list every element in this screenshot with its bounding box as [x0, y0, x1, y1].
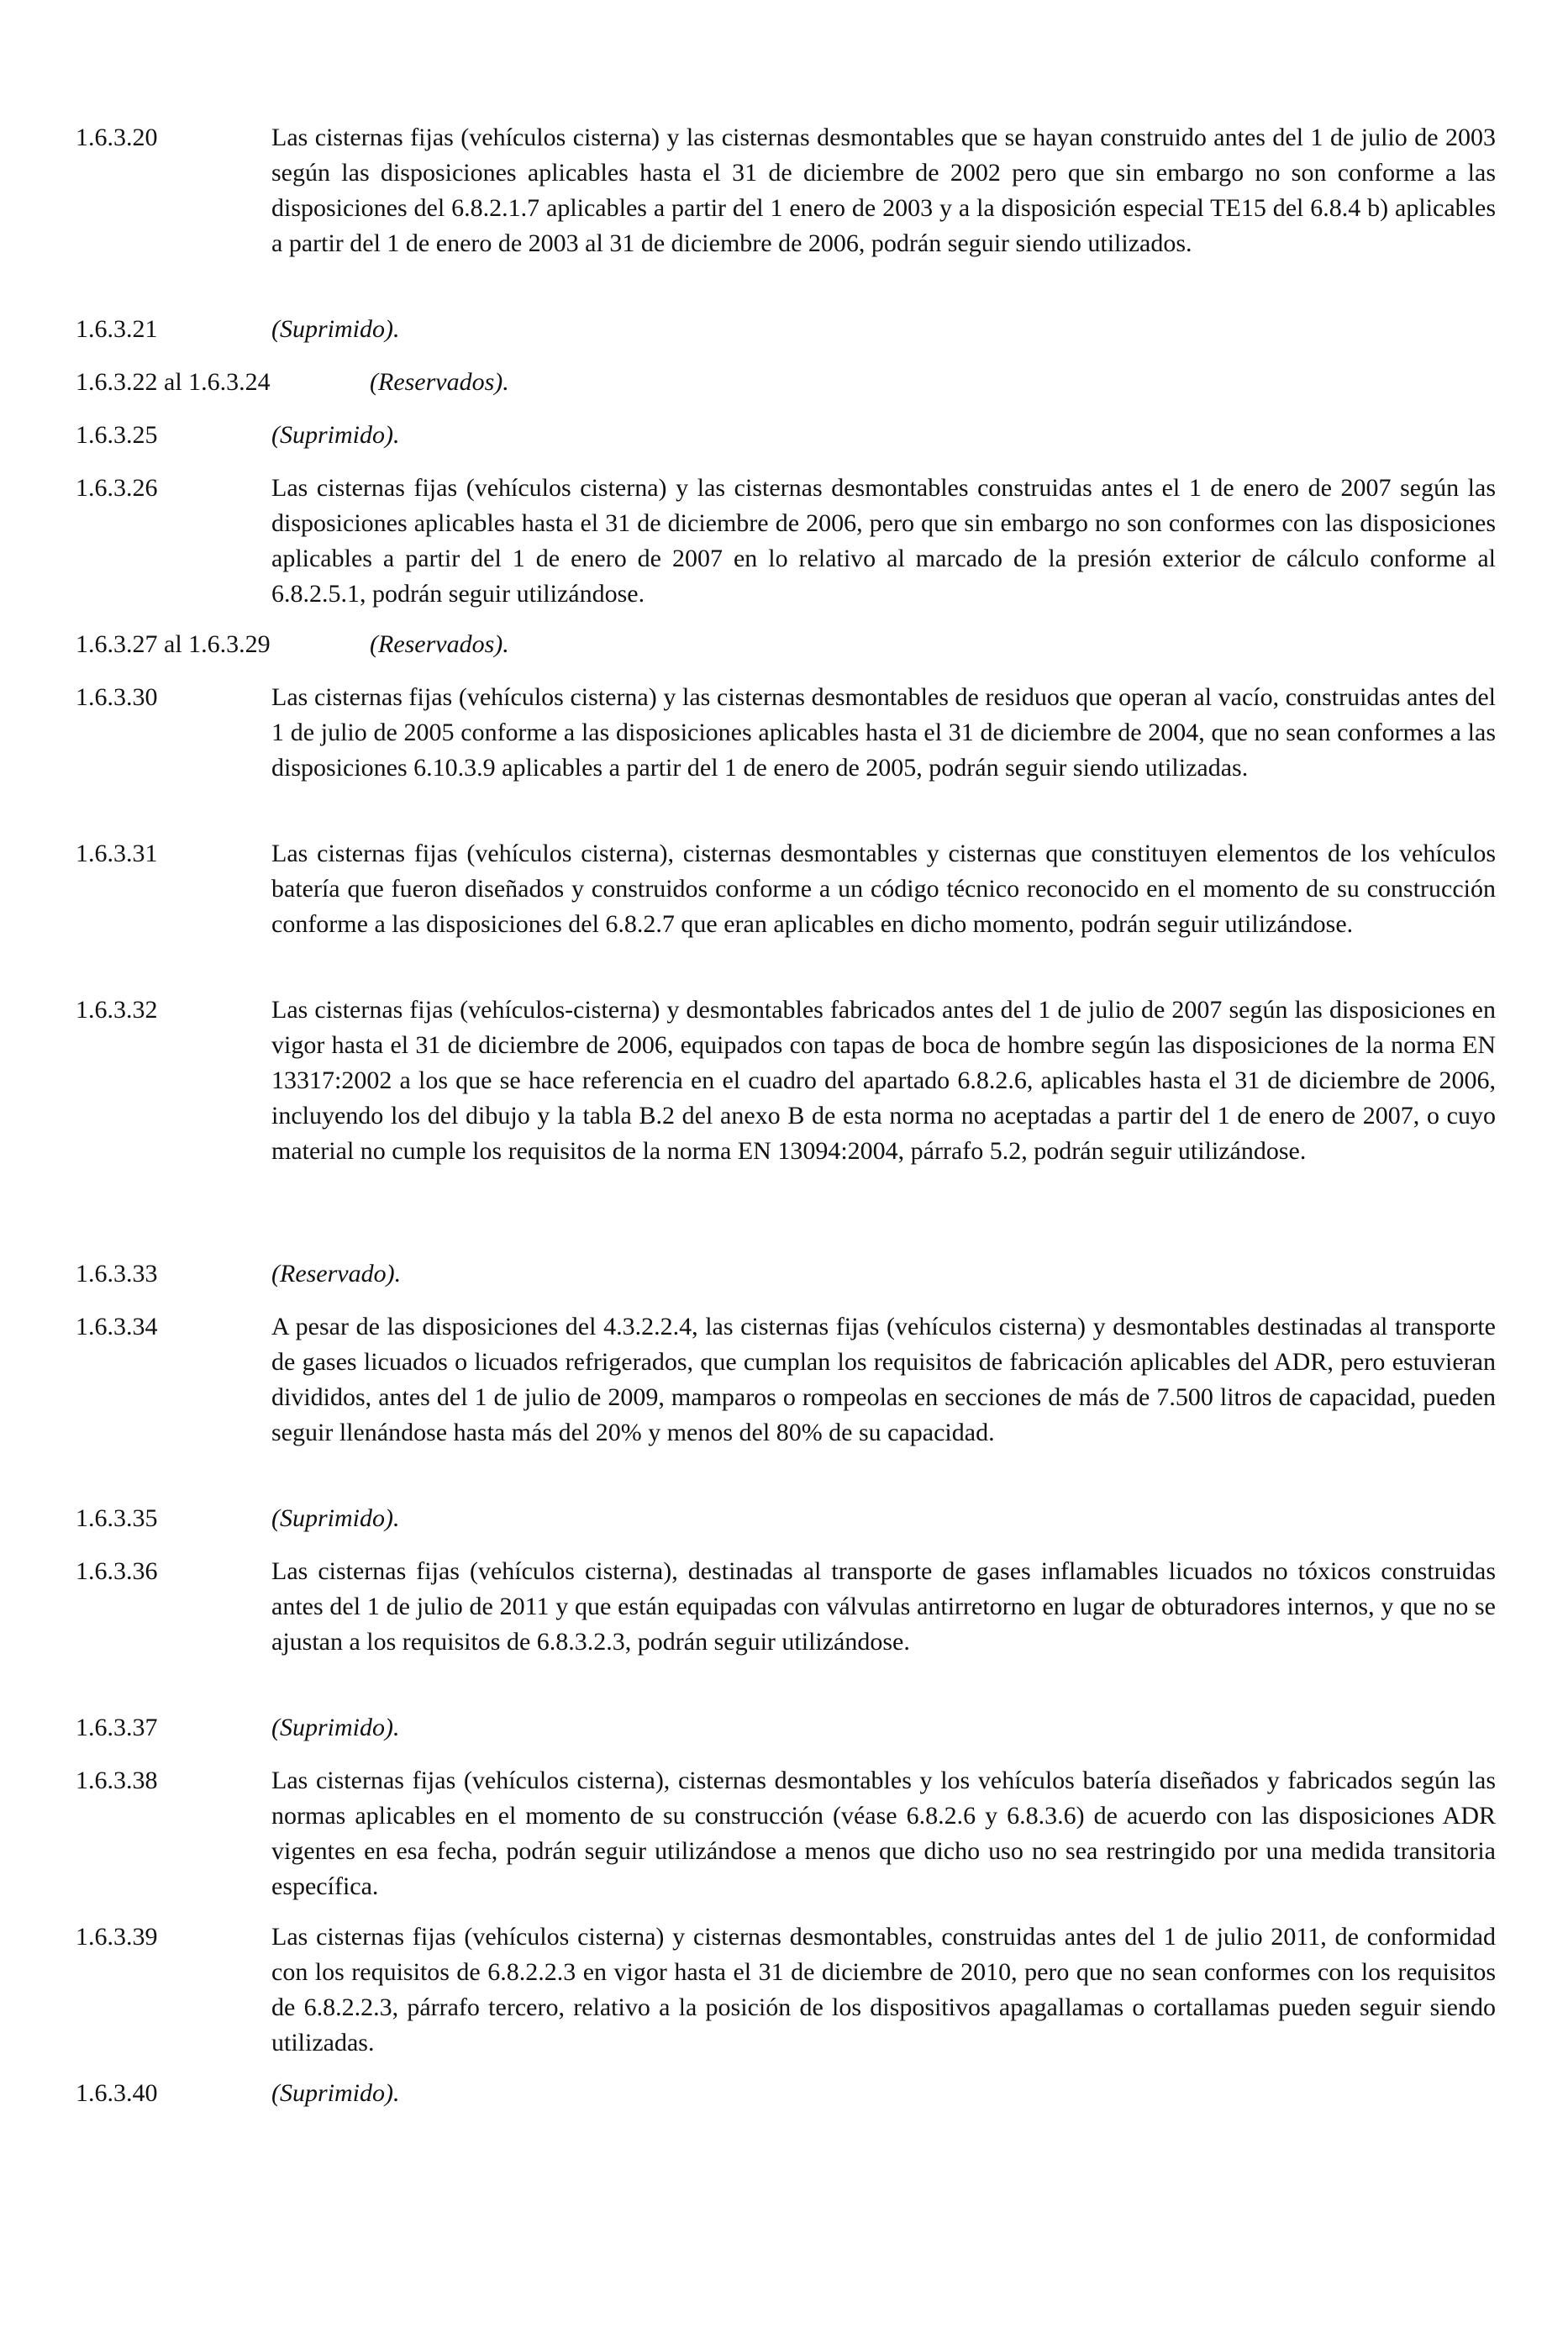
section-text: Las cisternas fijas (vehículos cisterna), cisternas desmontables y cisternas que constituyen elementos de los vehículos batería que fueron diseñados y construidos conforme a un código técnico reconocido en el momento de su construcción conforme a las disposiciones del 6.8.2.7 que eran aplicables en dicho momento, podrán seguir utilizándose.	[271, 840, 1496, 938]
section-text: (Suprimido).	[271, 315, 400, 343]
section-number: 1.6.3.31	[76, 840, 158, 867]
section-1-6-3-32	[76, 993, 1496, 1169]
section-number: 1.6.3.27 al 1.6.3.29	[76, 630, 271, 658]
section-number: 1.6.3.39	[76, 1923, 158, 1951]
section-number: 1.6.3.32	[76, 996, 158, 1024]
section-1-6-3-30	[76, 680, 1496, 786]
section-number: 1.6.3.20	[76, 124, 158, 151]
section-number: 1.6.3.22 al 1.6.3.24	[76, 368, 271, 396]
section-number: 1.6.3.30	[76, 683, 158, 711]
section-1-6-3-35	[76, 1501, 1496, 1536]
section-number: 1.6.3.40	[76, 2079, 158, 2107]
section-text: (Reservado).	[271, 1260, 402, 1288]
section-text: (Suprimido).	[271, 1504, 400, 1532]
section-number: 1.6.3.21	[76, 315, 158, 343]
section-text: Las cisternas fijas (vehículos cisterna), destinadas al transporte de gases inflamables licuados no tóxicos construidas antes del 1 de julio de 2011 y que están equipadas con válvulas antirretorno en lugar de obturadores internos, y que no se ajustan a los requisitos de 6.8.3.2.3, podrán seguir utilizándose.	[271, 1557, 1496, 1656]
section-number: 1.6.3.34	[76, 1313, 158, 1340]
section-number: 1.6.3.33	[76, 1260, 158, 1288]
section-1-6-3-36	[76, 1554, 1496, 1660]
section-text: Las cisternas fijas (vehículos cisterna) y cisternas desmontables, construidas antes del 1 de julio 2011, de conformidad con los requisitos de 6.8.2.2.3 en vigor hasta el 31 de diciembre de 2010, pero que no sean conformes con los requisitos de 6.8.2.2.3, párrafo tercero, relativo a la posición de los dispositivos apagallamas o cortallamas pueden seguir siendo utilizadas.	[271, 1923, 1496, 2057]
section-text: Las cisternas fijas (vehículos cisterna), cisternas desmontables y los vehículos batería diseñados y fabricados según las normas aplicables en el momento de su construcción (véase 6.8.2.6 y 6.8.3.6) de acuerdo con las disposiciones ADR vigentes en esa fecha, podrán seguir utilizándose a menos que dicho uso no sea restringido por una medida transitoria específica.	[271, 1767, 1496, 1900]
section-text: Las cisternas fijas (vehículos cisterna) y las cisternas desmontables de residuos que operan al vacío, construidas antes del 1 de julio de 2005 conforme a las disposiciones aplicables hasta el 31 de diciembre de 2004, que no sean conformes a las disposiciones 6.10.3.9 aplicables a partir del 1 de enero de 2005, podrán seguir siendo utilizadas.	[271, 683, 1496, 782]
section-text: Las cisternas fijas (vehículos cisterna) y las cisternas desmontables que se hayan construido antes del 1 de julio de 2003 según las disposiciones aplicables hasta el 31 de diciembre de 2002 pero que sin embargo no son conforme a las disposiciones del 6.8.2.1.7 aplicables a partir del 1 enero de 2003 y a la disposición especial TE15 del 6.8.4 b) aplicables a partir del 1 de enero de 2003 al 31 de diciembre de 2006, podrán seguir siendo utilizados.	[271, 124, 1496, 257]
section-1-6-3-25	[76, 418, 1496, 453]
section-1-6-3-33	[76, 1256, 1496, 1292]
section-1-6-3-27-29	[76, 627, 1496, 662]
section-number: 1.6.3.26	[76, 474, 158, 502]
section-1-6-3-37	[76, 1710, 1496, 1746]
section-1-6-3-38	[76, 1763, 1496, 1904]
section-1-6-3-34	[76, 1309, 1496, 1451]
section-number: 1.6.3.36	[76, 1557, 158, 1585]
section-text: Las cisternas fijas (vehículos-cisterna) y desmontables fabricados antes del 1 de julio de 2007 según las disposiciones en vigor hasta el 31 de diciembre de 2006, equipados con tapas de boca de hombre según las disposiciones de la norma EN 13317:2002 a los que se hace referencia en el cuadro del apartado 6.8.2.6, aplicables hasta el 31 de diciembre de 2006, incluyendo los del dibujo y la tabla B.2 del anexo B de esta norma no aceptadas a partir del 1 de enero de 2007, o cuyo material no cumple los requisitos de la norma EN 13094:2004, párrafo 5.2, podrán seguir utilizándose.	[271, 996, 1496, 1165]
section-text: (Reservados).	[370, 630, 509, 658]
section-1-6-3-22-24	[76, 365, 1496, 400]
section-1-6-3-39	[76, 1920, 1496, 2061]
section-text: (Suprimido).	[271, 1714, 400, 1741]
section-1-6-3-26	[76, 471, 1496, 612]
section-text: (Suprimido).	[271, 421, 400, 449]
section-text: A pesar de las disposiciones del 4.3.2.2.4, las cisternas fijas (vehículos cisterna) y desmontables destinadas al transporte de gases licuados o licuados refrigerados, que cumplan los requisitos de fabricación aplicables del ADR, pero estuvieran divididos, antes del 1 de julio de 2009, mamparos o rompeolas en secciones de más de 7.500 litros de capacidad, pueden seguir llenándose hasta más del 20% y menos del 80% de su capacidad.	[271, 1313, 1496, 1446]
section-number: 1.6.3.37	[76, 1714, 158, 1741]
section-1-6-3-21	[76, 312, 1496, 347]
section-text: (Suprimido).	[271, 2079, 400, 2107]
section-text: Las cisternas fijas (vehículos cisterna) y las cisternas desmontables construidas antes el 1 de enero de 2007 según las disposiciones aplicables hasta el 31 de diciembre de 2006, pero que sin embargo no son conformes con las disposiciones aplicables a partir del 1 de enero de 2007 en lo relativo al marcado de la presión exterior de cálculo conforme al 6.8.2.5.1, podrán seguir utilizándose.	[271, 474, 1496, 608]
section-text: (Reservados).	[370, 368, 509, 396]
section-1-6-3-31	[76, 836, 1496, 942]
section-number: 1.6.3.38	[76, 1767, 158, 1794]
section-number: 1.6.3.35	[76, 1504, 158, 1532]
section-1-6-3-20	[76, 120, 1496, 261]
section-number: 1.6.3.25	[76, 421, 158, 449]
section-1-6-3-40	[76, 2076, 1496, 2111]
